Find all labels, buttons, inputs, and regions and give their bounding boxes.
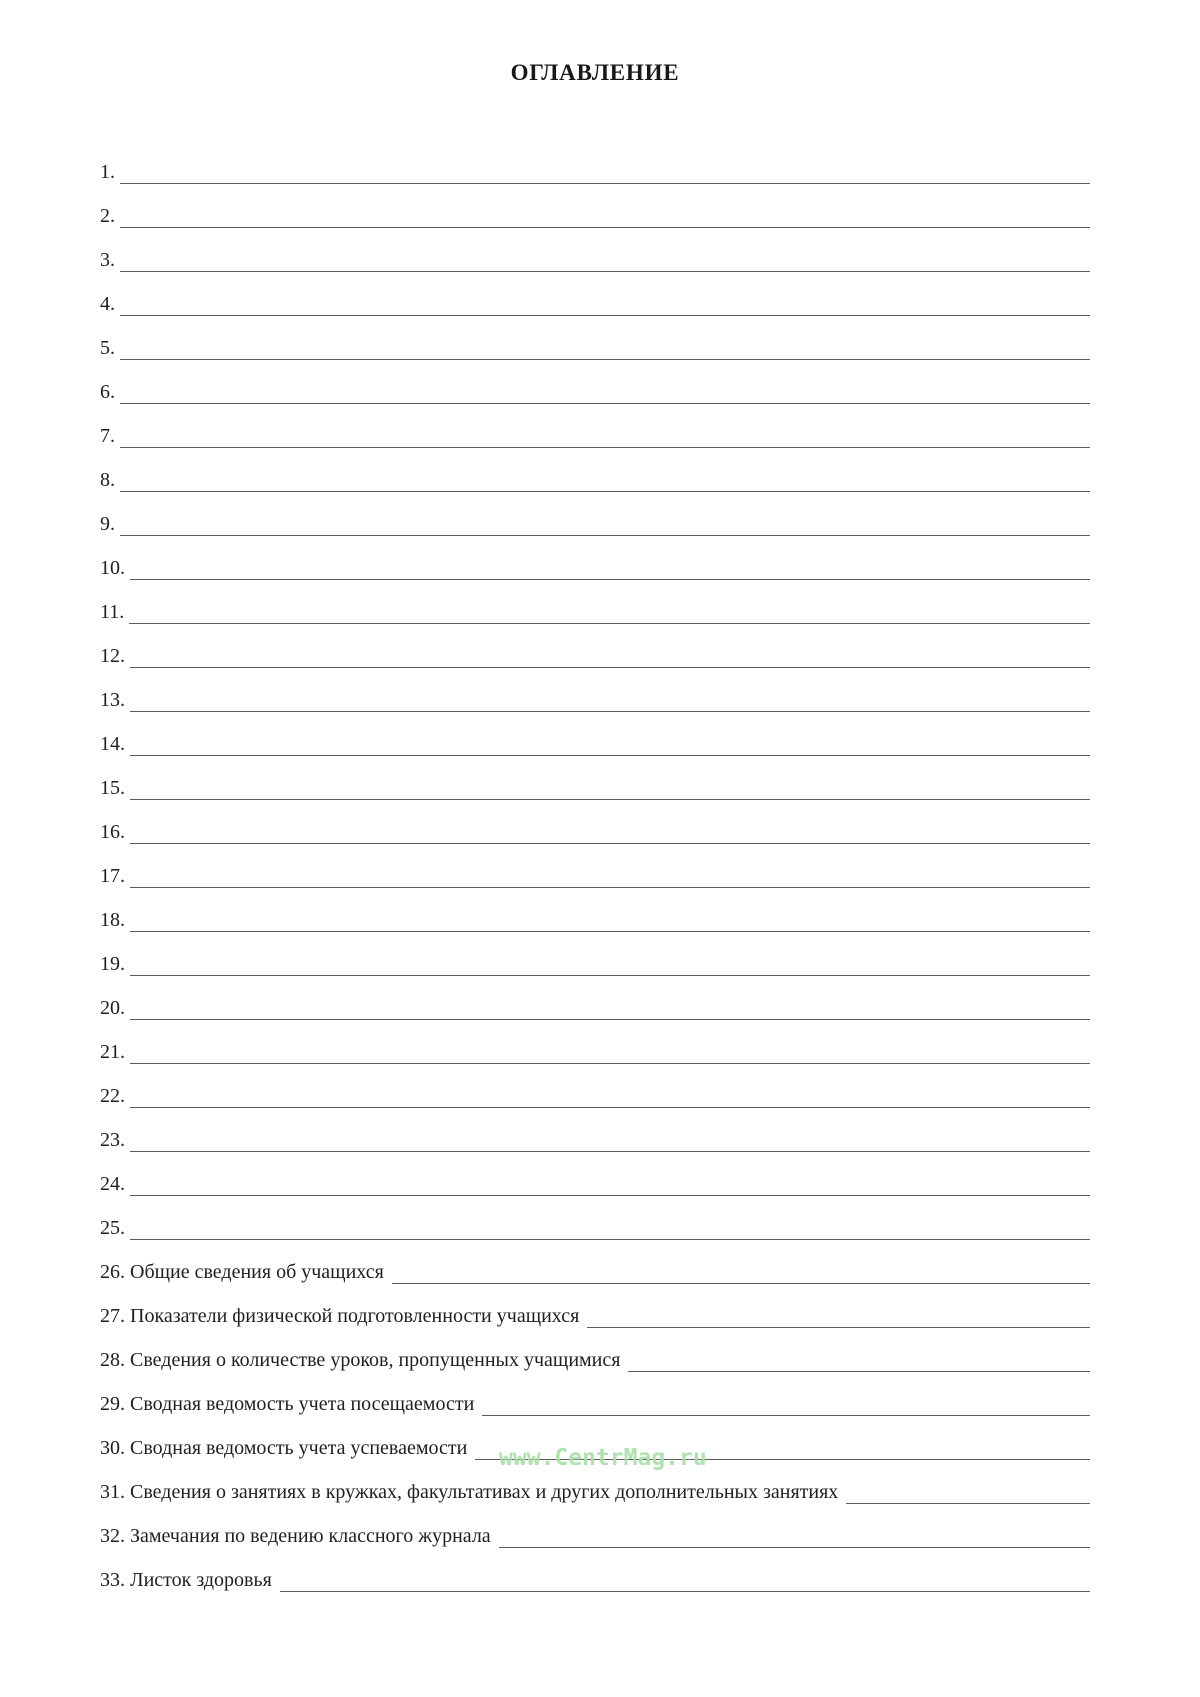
toc-row bbox=[100, 1196, 1090, 1240]
toc-row-line bbox=[120, 221, 1090, 228]
toc-row-number: 27. bbox=[100, 1305, 125, 1327]
toc-row-line bbox=[846, 1497, 1090, 1504]
toc-row-line bbox=[392, 1277, 1090, 1284]
toc-row-line bbox=[120, 265, 1090, 272]
toc-row bbox=[100, 1152, 1090, 1196]
toc-row bbox=[100, 448, 1090, 492]
toc-row-line bbox=[628, 1365, 1090, 1372]
toc-row-label: Сведения о количестве уроков, пропущенных учащимися bbox=[130, 1349, 621, 1371]
toc-row-number: 16. bbox=[100, 821, 125, 843]
toc-row-number: 30. bbox=[100, 1437, 125, 1459]
toc-row-number: 29. bbox=[100, 1393, 125, 1415]
toc-row bbox=[100, 1020, 1090, 1064]
toc-row-number: 31. bbox=[100, 1481, 125, 1503]
toc-row-line bbox=[120, 485, 1090, 492]
toc-row-line bbox=[130, 881, 1090, 888]
toc-row-number: 17. bbox=[100, 865, 125, 887]
toc-row bbox=[100, 184, 1090, 228]
toc-row-number: 20. bbox=[100, 997, 125, 1019]
toc-row bbox=[100, 1548, 1090, 1592]
toc-row bbox=[100, 228, 1090, 272]
toc-row-line bbox=[130, 925, 1090, 932]
toc-row-line bbox=[130, 661, 1090, 668]
toc-row-line bbox=[130, 749, 1090, 756]
toc-row bbox=[100, 1328, 1090, 1372]
toc-row bbox=[100, 624, 1090, 668]
toc-row bbox=[100, 536, 1090, 580]
toc-row bbox=[100, 932, 1090, 976]
toc-row bbox=[100, 580, 1090, 624]
toc-row bbox=[100, 976, 1090, 1020]
toc-row-number: 21. bbox=[100, 1041, 125, 1063]
toc-row bbox=[100, 668, 1090, 712]
toc-row bbox=[100, 888, 1090, 932]
toc-row bbox=[100, 1460, 1090, 1504]
toc-row bbox=[100, 1284, 1090, 1328]
toc-row-line bbox=[130, 1233, 1090, 1240]
toc-row-number: 11. bbox=[100, 601, 125, 623]
toc-row-label: Сводная ведомость учета успеваемости bbox=[130, 1437, 468, 1459]
toc-row bbox=[100, 756, 1090, 800]
toc-row-number: 10. bbox=[100, 557, 125, 579]
toc-row-label: Показатели физической подготовленности учащихся bbox=[130, 1305, 580, 1327]
toc-row-line bbox=[130, 969, 1090, 976]
toc-row-label: Замечания по ведению классного журнала bbox=[130, 1525, 491, 1547]
toc-row-line bbox=[130, 573, 1090, 580]
toc-row-label: Общие сведения об учащихся bbox=[130, 1261, 384, 1283]
toc-row bbox=[100, 1064, 1090, 1108]
toc-row-line bbox=[130, 793, 1090, 800]
toc-row-number: 12. bbox=[100, 645, 125, 667]
toc-row-label: Сведения о занятиях в кружках, факультативах и других дополнительных занятиях bbox=[130, 1481, 839, 1503]
toc-row bbox=[100, 1372, 1090, 1416]
toc-row-number: 18. bbox=[100, 909, 125, 931]
toc-row-number: 13. bbox=[100, 689, 125, 711]
toc-row-number: 25. bbox=[100, 1217, 125, 1239]
toc-row-number: 14. bbox=[100, 733, 125, 755]
toc-row bbox=[100, 404, 1090, 448]
toc-row-line bbox=[482, 1409, 1090, 1416]
toc-row-number: 32. bbox=[100, 1525, 125, 1547]
toc-row-number: 8. bbox=[100, 469, 115, 491]
toc-row-number: 28. bbox=[100, 1349, 125, 1371]
toc-row-label: Листок здоровья bbox=[130, 1569, 272, 1591]
toc-row-number: 1. bbox=[100, 161, 115, 183]
toc-row-line bbox=[130, 705, 1090, 712]
toc-row-number: 4. bbox=[100, 293, 115, 315]
toc-row-number: 22. bbox=[100, 1085, 125, 1107]
toc-row bbox=[100, 844, 1090, 888]
toc-row-line bbox=[280, 1585, 1090, 1592]
toc-row bbox=[100, 360, 1090, 404]
toc-row bbox=[100, 1504, 1090, 1548]
toc-row-line bbox=[499, 1541, 1090, 1548]
toc-row bbox=[100, 800, 1090, 844]
toc-row-line bbox=[587, 1321, 1090, 1328]
toc-row bbox=[100, 1108, 1090, 1152]
toc-row bbox=[100, 1240, 1090, 1284]
toc-row bbox=[100, 492, 1090, 536]
toc-row-line bbox=[120, 397, 1090, 404]
toc-row-line bbox=[120, 353, 1090, 360]
toc-row-number: 7. bbox=[100, 425, 115, 447]
toc-row bbox=[100, 712, 1090, 756]
toc-row-line bbox=[130, 1101, 1090, 1108]
toc-row-number: 9. bbox=[100, 513, 115, 535]
toc-row-number: 5. bbox=[100, 337, 115, 359]
toc-row-number: 26. bbox=[100, 1261, 125, 1283]
toc-row-number: 33. bbox=[100, 1569, 125, 1591]
toc-row-number: 19. bbox=[100, 953, 125, 975]
toc-row-number: 2. bbox=[100, 205, 115, 227]
toc-row bbox=[100, 272, 1090, 316]
toc-row-line bbox=[130, 1057, 1090, 1064]
toc-row-number: 3. bbox=[100, 249, 115, 271]
toc-row-line bbox=[120, 529, 1090, 536]
toc-row bbox=[100, 316, 1090, 360]
page-title: ОГЛАВЛЕНИЕ bbox=[510, 60, 680, 85]
toc-row-line bbox=[120, 441, 1090, 448]
toc-row-line bbox=[130, 837, 1090, 844]
toc-row-line bbox=[120, 309, 1090, 316]
toc-row-line bbox=[130, 1145, 1090, 1152]
toc-row bbox=[100, 1416, 1090, 1460]
toc-row-line bbox=[130, 1189, 1090, 1196]
toc-row-number: 6. bbox=[100, 381, 115, 403]
toc-row-number: 24. bbox=[100, 1173, 125, 1195]
toc-list bbox=[100, 140, 1090, 1592]
toc-row-number: 23. bbox=[100, 1129, 125, 1151]
toc-row-line bbox=[130, 1013, 1090, 1020]
toc-row-line bbox=[129, 617, 1090, 624]
toc-row-label: Сводная ведомость учета посещаемости bbox=[130, 1393, 475, 1415]
toc-row-line bbox=[120, 177, 1090, 184]
watermark: www.CentrMag.ru bbox=[499, 1445, 707, 1471]
toc-row bbox=[100, 140, 1090, 184]
toc-row-number: 15. bbox=[100, 777, 125, 799]
toc-row-line bbox=[475, 1453, 1090, 1460]
